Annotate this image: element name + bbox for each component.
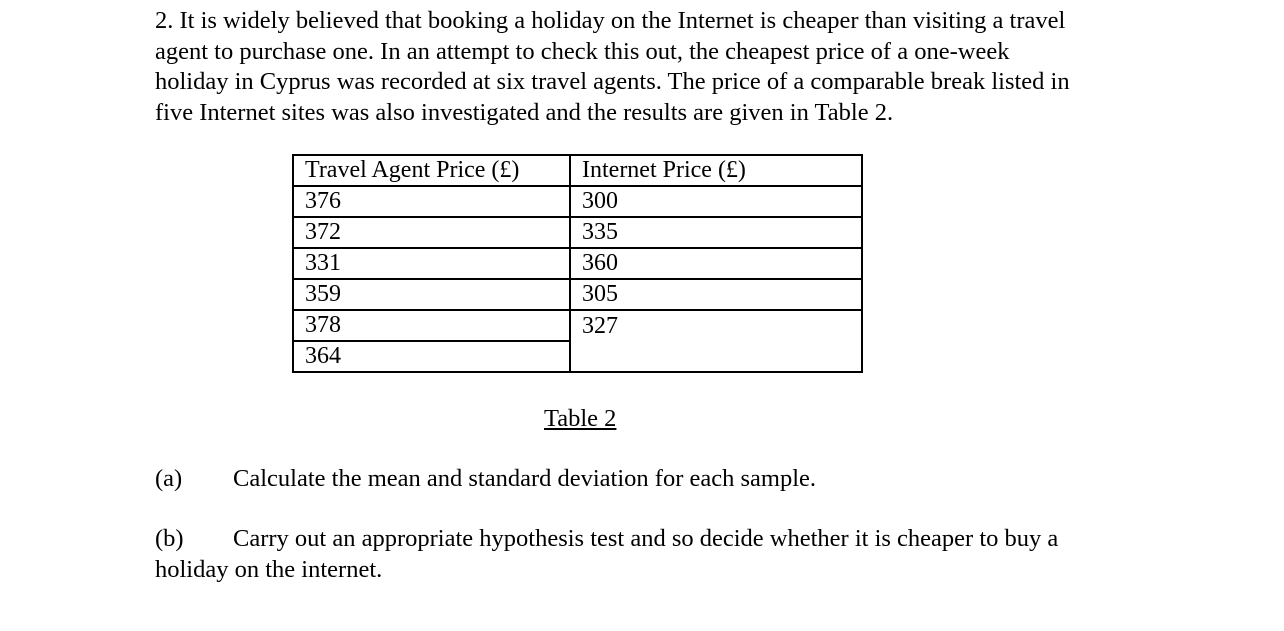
intro-line: 2. It is widely believed that booking a holiday on the Internet is cheaper than visiting a travel [155, 7, 1066, 34]
part-a-label: (a) [155, 465, 183, 492]
part-b-label: (b) [155, 525, 184, 552]
question-intro [155, 6, 1155, 128]
intro-line: holiday in Cyprus was recorded at six travel agents. The price of a comparable break listed in [155, 68, 1070, 95]
table-row [293, 186, 862, 217]
question-part-b [155, 524, 1058, 585]
intro-line: agent to purchase one. In an attempt to check this out, the cheapest price of a one-week [155, 37, 1010, 65]
travel-agent-price-cell: 331 [293, 248, 570, 279]
question-part-a [155, 464, 816, 494]
header-internet-price: Internet Price (£) [570, 155, 862, 186]
travel-agent-price-cell: 359 [293, 279, 570, 310]
price-table [292, 154, 863, 373]
table-row [293, 341, 862, 372]
table-header-row [293, 155, 862, 186]
table-caption: Table 2 [544, 405, 617, 432]
internet-price-cell: 335 [570, 217, 862, 248]
part-b-line [155, 524, 1058, 555]
internet-price-cell: 360 [570, 248, 862, 279]
table-row [293, 248, 862, 279]
table-row [293, 310, 862, 341]
header-travel-agent-price: Travel Agent Price (£) [293, 155, 570, 186]
internet-price-cell-empty [570, 341, 862, 372]
table-row [293, 217, 862, 248]
travel-agent-price-cell: 378 [293, 310, 570, 341]
travel-agent-price-cell: 372 [293, 217, 570, 248]
internet-price-cell: 305 [570, 279, 862, 310]
part-b-text: Carry out an appropriate hypothesis test and so decide whether it is cheaper to buy a [233, 525, 1059, 552]
intro-line: five Internet sites was also investigated and the results are given in Table 2. [155, 98, 894, 126]
part-b-line: holiday on the internet. [155, 555, 383, 583]
part-a-text: Calculate the mean and standard deviation for each sample. [233, 465, 816, 492]
internet-price-cell: 327 [570, 310, 862, 341]
travel-agent-price-cell: 364 [293, 341, 570, 372]
internet-price-cell: 300 [570, 186, 862, 217]
travel-agent-price-cell: 376 [293, 186, 570, 217]
table-row [293, 279, 862, 310]
